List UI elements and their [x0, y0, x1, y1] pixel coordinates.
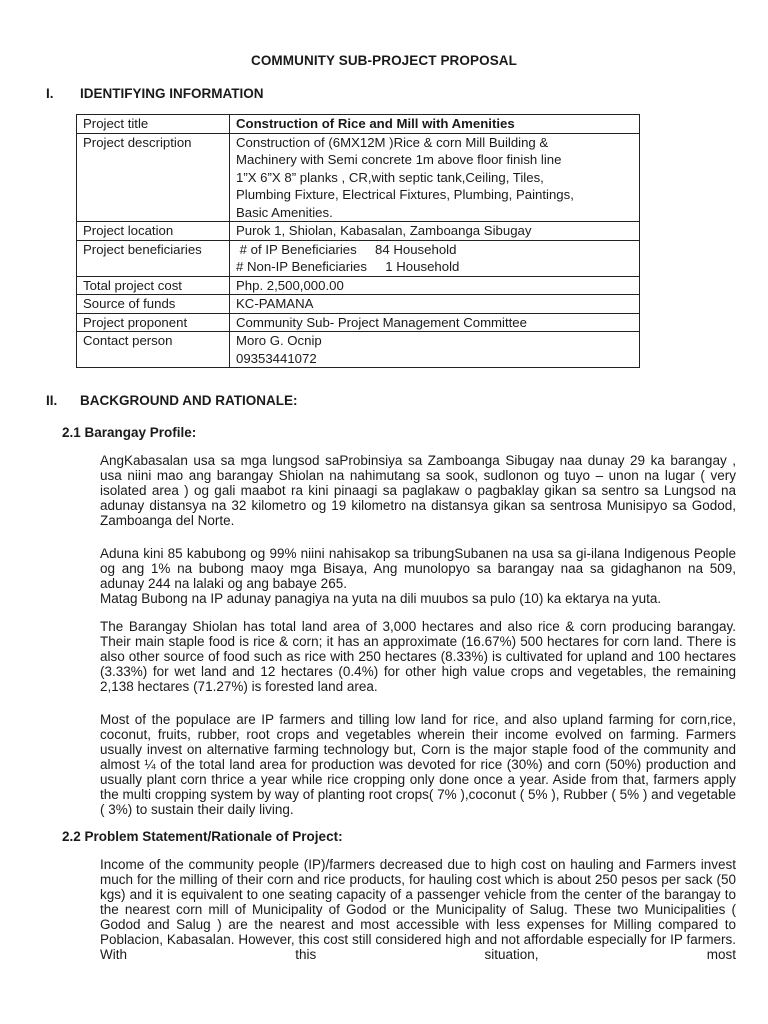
section-number: I.: [46, 86, 54, 101]
description-line: Machinery with Semi concrete 1m above floor finish line: [236, 152, 562, 167]
section-background-rationale: [46, 393, 297, 408]
row-label: Total project cost: [77, 276, 230, 295]
total-cost-value: Php. 2,500,000.00: [230, 276, 640, 295]
table-row: [77, 295, 640, 314]
project-beneficiaries-value: [230, 240, 640, 276]
source-of-funds-value: KC-PAMANA: [230, 295, 640, 314]
row-label: Project location: [77, 222, 230, 241]
row-label: Contact person: [77, 332, 230, 368]
subsection-barangay-profile: 2.1 Barangay Profile:: [62, 425, 197, 440]
paragraph: [100, 619, 736, 694]
non-ip-beneficiaries: # Non-IP Beneficiaries 1 Household: [236, 259, 460, 274]
paragraph-text: Matag Bubong na IP adunay panagiya na yuta na dili muubos sa pulo (10) ka ektarya na yuta.: [100, 591, 662, 606]
contact-name: Moro G. Ocnip: [236, 333, 322, 348]
project-location-value: Purok 1, Shiolan, Kabasalan, Zamboanga Sibugay: [230, 222, 640, 241]
description-line: Basic Amenities.: [236, 204, 333, 220]
row-label: Project beneficiaries: [77, 240, 230, 276]
description-line: 1”X 6”X 8” planks , CR,with septic tank,Ceiling, Tiles,: [236, 169, 544, 185]
section-number: II.: [46, 393, 58, 408]
description-line: Plumbing Fixture, Electrical Fixtures, Plumbing, Paintings,: [236, 187, 574, 202]
contact-person-value: [230, 332, 640, 368]
row-label: Project title: [77, 115, 230, 134]
table-row: [77, 313, 640, 332]
paragraph: [100, 712, 736, 817]
document-title: COMMUNITY SUB-PROJECT PROPOSAL: [250, 53, 518, 68]
identifying-info-table: [76, 114, 640, 368]
row-label: Project description: [77, 133, 230, 222]
row-label: Source of funds: [77, 295, 230, 314]
section-heading: BACKGROUND AND RATIONALE:: [80, 393, 298, 408]
section-identifying-information: [46, 86, 264, 101]
paragraph-text: Most of the populace are IP farmers and tilling low land for rice, and also upland farming for corn,rice, coconut, fruits, rubber, root crops and vegetables wherein their income evolved on farming. Farmers usually invest on alternative farming technology but, Corn is the major staple food of the community and almost ¼ of the total land area for production was devoted for rice (30%) and corn (50%) production and usually plant corn thrice a year while rice cropping only done once a year. Aside from that, farmers apply the multi cropping system by way of planting root crops( 7% ),coconut ( 5% ), Rubber ( 5% ) and vegetable ( 3%) to sustain their daily living.: [100, 712, 736, 817]
paragraph-text: Aduna kini 85 kabubong og 99% niini nahisakop sa tribungSubanen na usa sa gi-ilana Indigenous People og ang 1% na bubong maoy mga Bisaya, Ang munolopyo sa barangay naa sa gidaghanon na 509, adunay 244 na lalaki og ang babaye 265.: [100, 546, 736, 591]
ip-beneficiaries: # of IP Beneficiaries 84 Household: [236, 241, 457, 257]
section-heading: IDENTIFYING INFORMATION: [80, 86, 264, 101]
table-row: [77, 276, 640, 295]
subsection-problem-statement: 2.2 Problem Statement/Rationale of Project:: [62, 829, 343, 844]
table-row: [77, 332, 640, 368]
project-description-value: [230, 133, 640, 222]
project-title-value: Construction of Rice and Mill with Amenities: [230, 115, 640, 134]
table-row: [77, 222, 640, 241]
paragraph-text: Income of the community people (IP)/farmers decreased due to high cost on hauling and Farmers invest much for the milling of their corn and rice products, for hauling cost which is about 250 pesos per sack (50 kgs) and it is equivalent to one seating capacity of a passenger vehicle from the center of the barangay to the nearest corn mill of Municipality of Godod or the Municipality of Salug. These two Municipalities ( Godod and Salug ) are the nearest and most accessible with less expenses for Milling compared to Poblacion, Kabasalan. However, this cost still considered high and not affordable especially for IP farmers. With this situation, most: [100, 857, 736, 962]
table-row: [77, 115, 640, 134]
row-label: Project proponent: [77, 313, 230, 332]
description-line: Construction of (6MX12M )Rice & corn Mill Building &: [236, 134, 549, 150]
paragraph-text: AngKabasalan usa sa mga lungsod saProbinsiya sa Zamboanga Sibugay naa dunay 29 ka barangay , usa niini mao ang barangay Shiolan na nahimutang sa sook, sudlonon og tuyo – unon na lugar ( very isolated area ) og gali maabot ra kini pinaagi sa paglakaw o pagbaklay gikan sa sentro sa Lungsod na adunay distansya na 32 kilometro og 19 kilometro na distansya gikan sa sentrosa Munisipyo sa Godod, Zamboanga del Norte.: [100, 453, 736, 528]
paragraph: [100, 546, 736, 606]
proponent-value: Community Sub- Project Management Committee: [230, 313, 640, 332]
table-row: [77, 133, 640, 222]
contact-phone: 09353441072: [236, 350, 317, 366]
paragraph: [100, 857, 736, 962]
paragraph: [100, 453, 736, 528]
table-row: [77, 240, 640, 276]
paragraph-text: The Barangay Shiolan has total land area of 3,000 hectares and also rice & corn producing barangay. Their main staple food is rice & corn; it has an approximate (16.67%) 500 hectares for corn land. There is also other source of food such as rice with 250 hectares (8.33%) is cultivated for upland and 100 hectares (3.33%) for wet land and 12 hectares (0.4%) for other high value crops and vegetables, the remaining 2,138 hectares (71.27%) is forested land area.: [100, 619, 736, 694]
